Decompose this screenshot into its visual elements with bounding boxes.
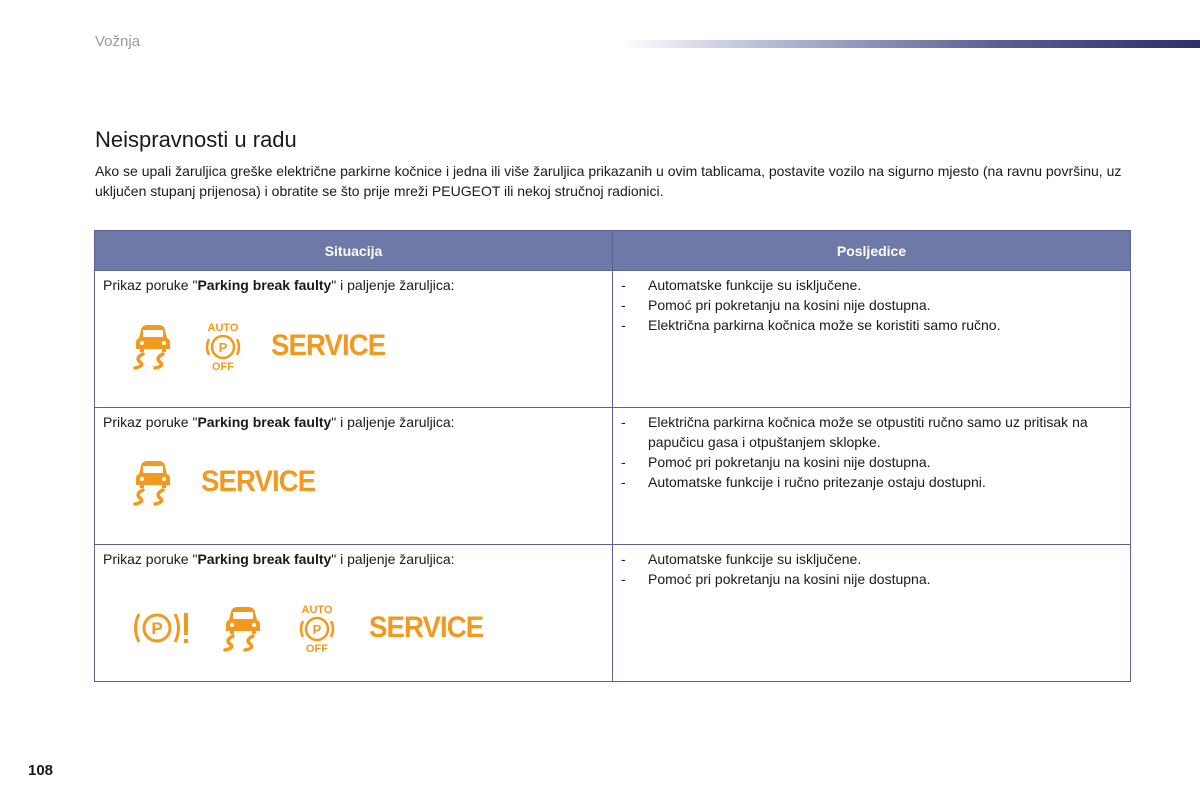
off-label: OFF <box>306 643 328 653</box>
situation-cell <box>95 545 613 682</box>
situation-text <box>103 275 604 295</box>
situation-text-suffix: " i paljenje žaruljica: <box>331 551 455 567</box>
faults-table <box>94 230 1131 682</box>
table-row <box>95 545 1131 682</box>
auto-p-off-icon <box>201 321 245 371</box>
parking-brake-warning-icon <box>131 608 191 648</box>
list-item: - Pomoć pri pokretanju na kosini nije dostupna. <box>621 569 1122 589</box>
message-name: Parking break faulty <box>197 551 332 567</box>
header-gradient-bar <box>620 40 1200 48</box>
list-item: - Automatske funkcije i ručno pritezanje ostaju dostupni. <box>621 472 1122 492</box>
consequences-cell <box>613 545 1131 682</box>
section-label: Vožnja <box>95 33 141 50</box>
p-label: P <box>312 622 322 637</box>
p-label: P <box>151 619 163 638</box>
service-icon: SERVICE <box>201 465 316 498</box>
situation-cell <box>95 408 613 545</box>
list-item: - Električna parkirna kočnica može se otpustiti ručno samo uz pritisak na papučicu gasa i otpuštanjem sklopke. <box>621 412 1122 452</box>
auto-label: AUTO <box>207 322 239 334</box>
skid-icon <box>221 604 265 652</box>
skid-icon <box>131 458 175 506</box>
service-icon: SERVICE <box>271 329 386 362</box>
skid-icon <box>131 322 175 370</box>
intro-paragraph: Ako se upali žaruljica greške električne parkirne kočnice i jedna ili više žaruljica prikazanih u ovim tablicama, postavite vozilo na sigurno mjesto (na ravnu površinu, uz uključen stupanj prijenosa) i obratite se što prije mreži PEUGEOT ili nekoj stručnoj radionici. <box>95 163 1122 199</box>
effects-list <box>621 412 1122 492</box>
warning-lamps <box>131 603 604 653</box>
warning-lamps <box>131 458 604 506</box>
situation-text <box>103 412 604 432</box>
situation-cell <box>95 271 613 408</box>
situation-text-suffix: " i paljenje žaruljica: <box>331 414 455 430</box>
situation-text-prefix: Prikaz poruke " <box>103 551 198 567</box>
situation-text <box>103 549 604 569</box>
message-name: Parking break faulty <box>197 414 332 430</box>
effects-list <box>621 549 1122 589</box>
consequences-cell <box>613 408 1131 545</box>
effects-list <box>621 275 1122 335</box>
list-item: - Pomoć pri pokretanju na kosini nije dostupna. <box>621 295 1122 315</box>
auto-p-off-icon <box>295 603 339 653</box>
page-title: Neispravnosti u radu <box>95 127 297 152</box>
warning-lamps <box>131 321 604 371</box>
table-row <box>95 408 1131 545</box>
list-item: - Automatske funkcije su isključene. <box>621 275 1122 295</box>
message-name: Parking break faulty <box>197 277 332 293</box>
situation-text-prefix: Prikaz poruke " <box>103 277 198 293</box>
list-item: - Automatske funkcije su isključene. <box>621 549 1122 569</box>
list-item: - Pomoć pri pokretanju na kosini nije dostupna. <box>621 452 1122 472</box>
page-number: 108 <box>28 762 54 779</box>
service-icon: SERVICE <box>369 611 484 644</box>
situation-text-suffix: " i paljenje žaruljica: <box>331 277 455 293</box>
column-header-situation: Situacija <box>95 231 613 271</box>
consequences-cell <box>613 271 1131 408</box>
situation-text-prefix: Prikaz poruke " <box>103 414 198 430</box>
column-header-consequences: Posljedice <box>613 231 1131 271</box>
off-label: OFF <box>212 361 234 371</box>
table-header-row <box>95 231 1131 271</box>
table-row <box>95 271 1131 408</box>
p-label: P <box>218 340 228 355</box>
auto-label: AUTO <box>301 604 333 616</box>
list-item: - Električna parkirna kočnica može se koristiti samo ručno. <box>621 315 1122 335</box>
